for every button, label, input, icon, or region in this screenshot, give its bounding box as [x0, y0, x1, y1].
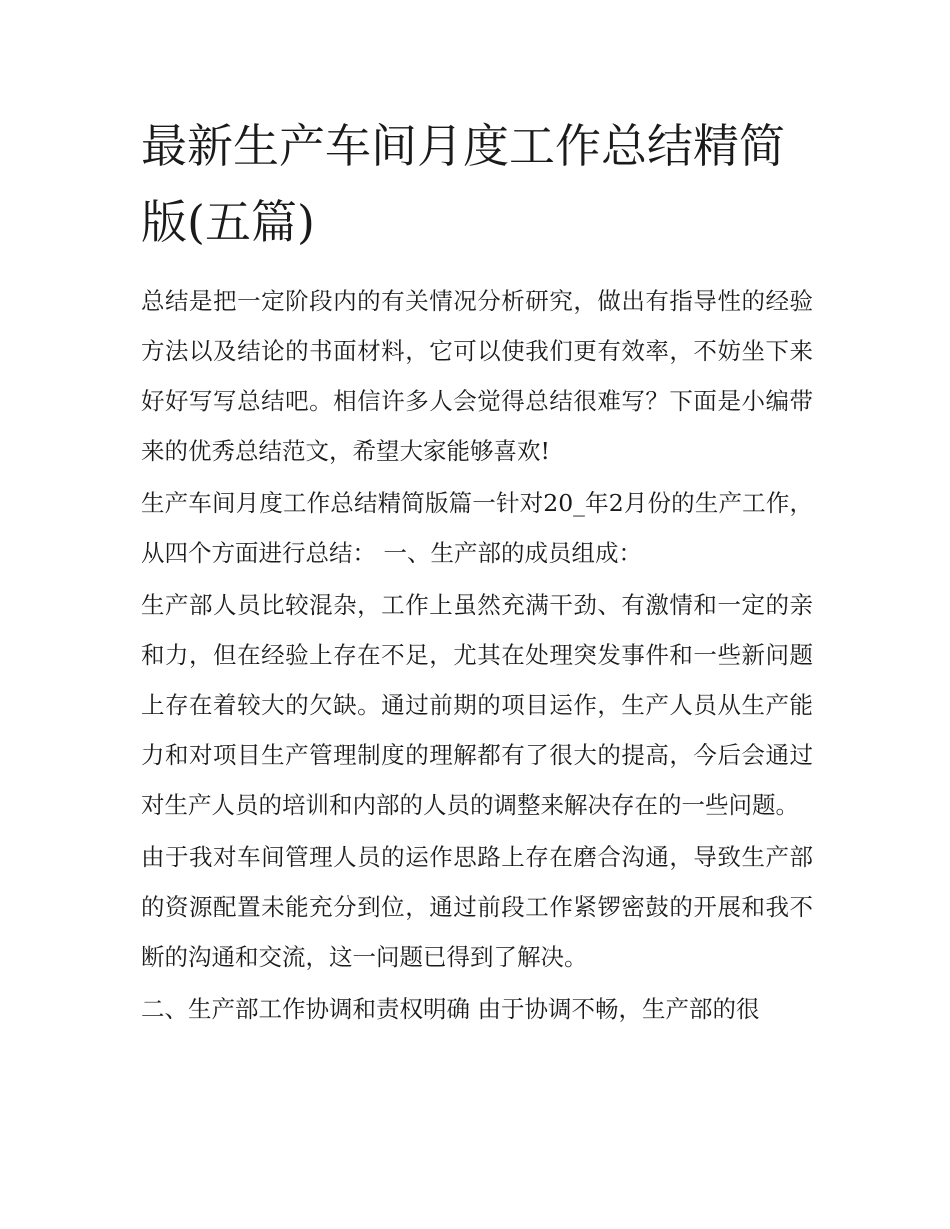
paragraph-staff-composition: 生产部人员比较混杂，工作上虽然充满干劲、有激情和一定的亲和力，但在经验上存在不足，尤其在处理突发事件和一些新问题上存在着较大的欠缺。通过前期的项目运作，生产人员从生产能力和对项目生产管理制度的理解都有了很大的提高，今后会通过对生产人员的培训和内部的人员的调整来解决存在的一些问题。: [141, 591, 813, 819]
paragraph-coordination-heading: 二、生产部工作协调和责权明确 由于协调不畅，生产部的很: [141, 995, 760, 1023]
paragraph-resource-allocation: 由于我对车间管理人员的运作思路上存在磨合沟通，导致生产部的资源配置未能充分到位，通过前段工作紧锣密鼓的开展和我不断的沟通和交流，这一问题已得到了解决。: [141, 843, 813, 971]
document-body: [141, 108, 813, 1036]
paragraph-intro: 总结是把一定阶段内的有关情况分析研究，做出有指导性的经验方法以及结论的书面材料，它可以使我们更有效率，不妨坐下来好好写写总结吧。相信许多人会觉得总结很难写？下面是小编带来的优秀总结范文，希望大家能够喜欢!: [141, 287, 813, 465]
paragraph-article-one-heading: 生产车间月度工作总结精简版篇一针对20_年2月份的生产工作，从四个方面进行总结： 一、生产部的成员组成：: [141, 489, 813, 567]
document-title: 最新生产车间月度工作总结精简版(五篇): [141, 119, 785, 249]
